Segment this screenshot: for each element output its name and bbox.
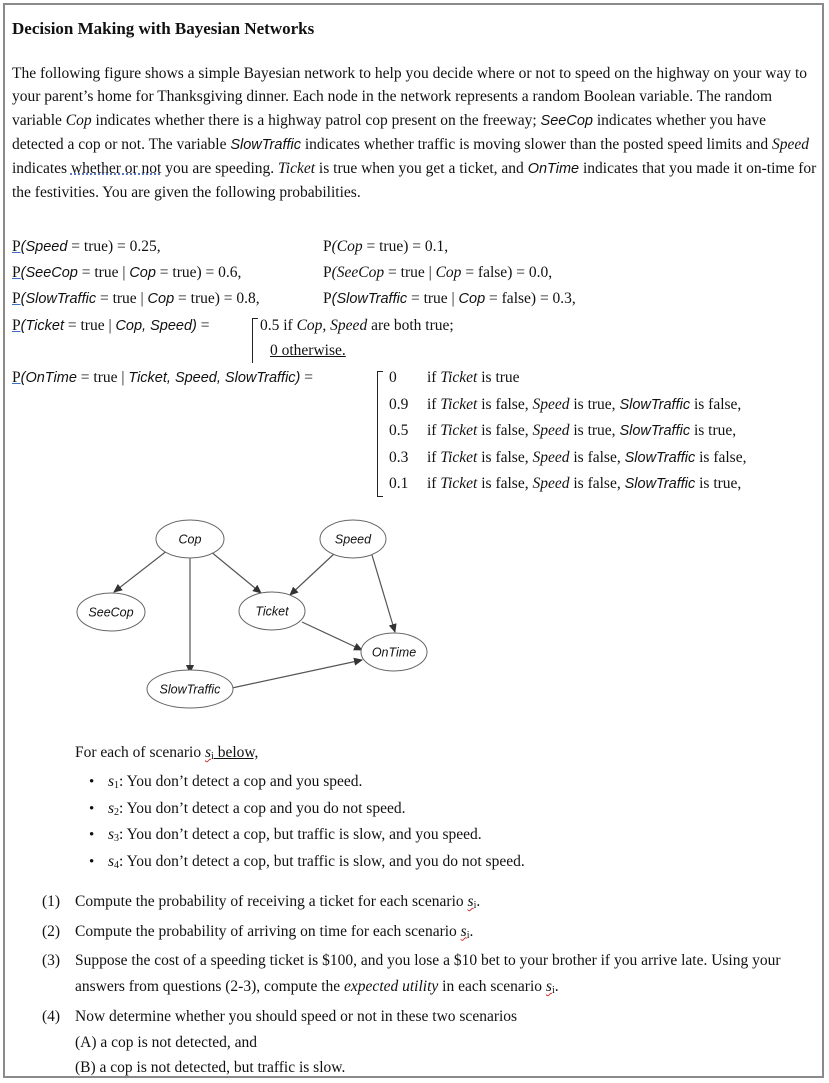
edge-ticket-ontime bbox=[302, 622, 362, 650]
ontime-case-condition: if Ticket is true bbox=[427, 369, 520, 386]
prob-ticket-label: P(Ticket = true | Cop, Speed) = bbox=[12, 317, 210, 334]
question-3: (3) Suppose the cost of a speeding ticket is $100, and you lose a $10 bet to your brother if you arrive late. Using your answers from questions (2-3), compute the expected utility in each scenario $s_i$. bbox=[42, 952, 781, 997]
intro-paragraph: The following figure shows a simple Bayesian network to help you decide where or not to speed on the highway on your way to your parent’s home for Thanksgiving dinner. Each node in the network represents a random Boolean variable. The random variable Cop indicates whether there is a highway patrol cop present on the freeway; SeeCop indicates whether you have detected a cop or not. The variable SlowTraffic indicates whether traffic is moving slower than the posted speed limits and Speed indicates whether or not you are speeding. Ticket is true when you get a ticket, and OnTime indicates that you made it on-time for the festivities. You are given the following probabilities. bbox=[12, 65, 817, 202]
question-4-option-a: (A) a cop is not detected, and bbox=[75, 1033, 258, 1051]
bayesian-network-diagram bbox=[0, 510, 829, 710]
question-4-option-b: (B) a cop is not detected, but traffic is slow. bbox=[75, 1059, 346, 1077]
scenario-item: • $s_2$: You don’t detect a cop and you do not speed. bbox=[108, 796, 525, 823]
prob-cop: P(Cop = true) = 0.1, bbox=[323, 238, 449, 255]
ticket-brace bbox=[252, 318, 258, 363]
question-2: (2) Compute the probability of arriving on time for each scenario $s_i$. bbox=[42, 922, 474, 941]
node-ontime-label: OnTime bbox=[371, 645, 417, 660]
question-list bbox=[42, 889, 822, 1081]
node-speed-label: Speed bbox=[334, 532, 372, 547]
edge-slowtraffic-ontime bbox=[232, 660, 362, 688]
prob-ontime-label: P(OnTime = true | Ticket, Speed, SlowTraffic) = bbox=[12, 369, 314, 386]
edge-cop-seecop bbox=[114, 550, 168, 592]
prob-seecop-given-cop-true: P(SeeCop = true | Cop = true) = 0.6, bbox=[12, 264, 242, 281]
scenario-item: • $s_4$: You don’t detect a cop, but traffic is slow, and you do not speed. bbox=[108, 849, 525, 876]
ontime-case-value: 0.3 bbox=[389, 448, 409, 466]
prob-seecop-given-cop-false: P(SeeCop = true | Cop = false) = 0.0, bbox=[323, 264, 553, 281]
ontime-case-value: 0.9 bbox=[389, 395, 409, 413]
scenario-list bbox=[108, 769, 525, 875]
ticket-case-2: 0 otherwise. bbox=[270, 342, 346, 359]
node-cop-label: Cop bbox=[178, 532, 202, 547]
ontime-brace bbox=[377, 371, 383, 497]
ontime-case-value: 0.1 bbox=[389, 475, 409, 492]
question-1: (1) Compute the probability of receiving a ticket for each scenario $s_i$. bbox=[42, 893, 481, 911]
page-title: Decision Making with Bayesian Networks bbox=[12, 19, 315, 38]
node-seecop-label: SeeCop bbox=[88, 605, 134, 620]
prob-slowtraffic-given-cop-true: P(SlowTraffic = true | Cop = true) = 0.8, bbox=[12, 290, 260, 307]
ontime-case-value: 0.5 bbox=[389, 422, 409, 439]
ontime-case-condition: if Ticket is false, Speed is false, SlowTraffic is true, bbox=[427, 475, 742, 492]
ontime-case-condition: if Ticket is false, Speed is false, SlowTraffic is false, bbox=[427, 448, 747, 466]
scenario-item: • $s_3$: You don’t detect a cop, but traffic is slow, and you speed. bbox=[108, 822, 525, 849]
scenarios-intro: For each of scenario $s_i$ below, bbox=[75, 744, 259, 762]
prob-slowtraffic-given-cop-false: P(SlowTraffic = true | Cop = false) = 0.3, bbox=[323, 290, 576, 307]
prob-speed: P(Speed = true) = 0.25, bbox=[12, 238, 161, 255]
ontime-case-condition: if Ticket is false, Speed is true, SlowTraffic is false, bbox=[427, 395, 742, 413]
edge-speed-ticket bbox=[290, 553, 335, 595]
edge-cop-ticket bbox=[210, 551, 261, 593]
ontime-case-value: 0 bbox=[389, 369, 397, 386]
question-4: (4) Now determine whether you should speed or not in these two scenarios (A) a cop is not detected, and (B) a cop is not detected, but traffic is slow. bbox=[42, 1007, 518, 1077]
scenario-item: • $s_1$: You don’t detect a cop and you speed. bbox=[108, 769, 525, 796]
node-slowtraffic-label: SlowTraffic bbox=[159, 682, 221, 697]
node-ticket-label: Ticket bbox=[255, 604, 289, 619]
ontime-case-condition: if Ticket is false, Speed is true, SlowTraffic is true, bbox=[427, 422, 737, 439]
ticket-case-1: 0.5 if Cop, Speed are both true; bbox=[260, 317, 454, 334]
edge-speed-ontime bbox=[372, 555, 395, 632]
